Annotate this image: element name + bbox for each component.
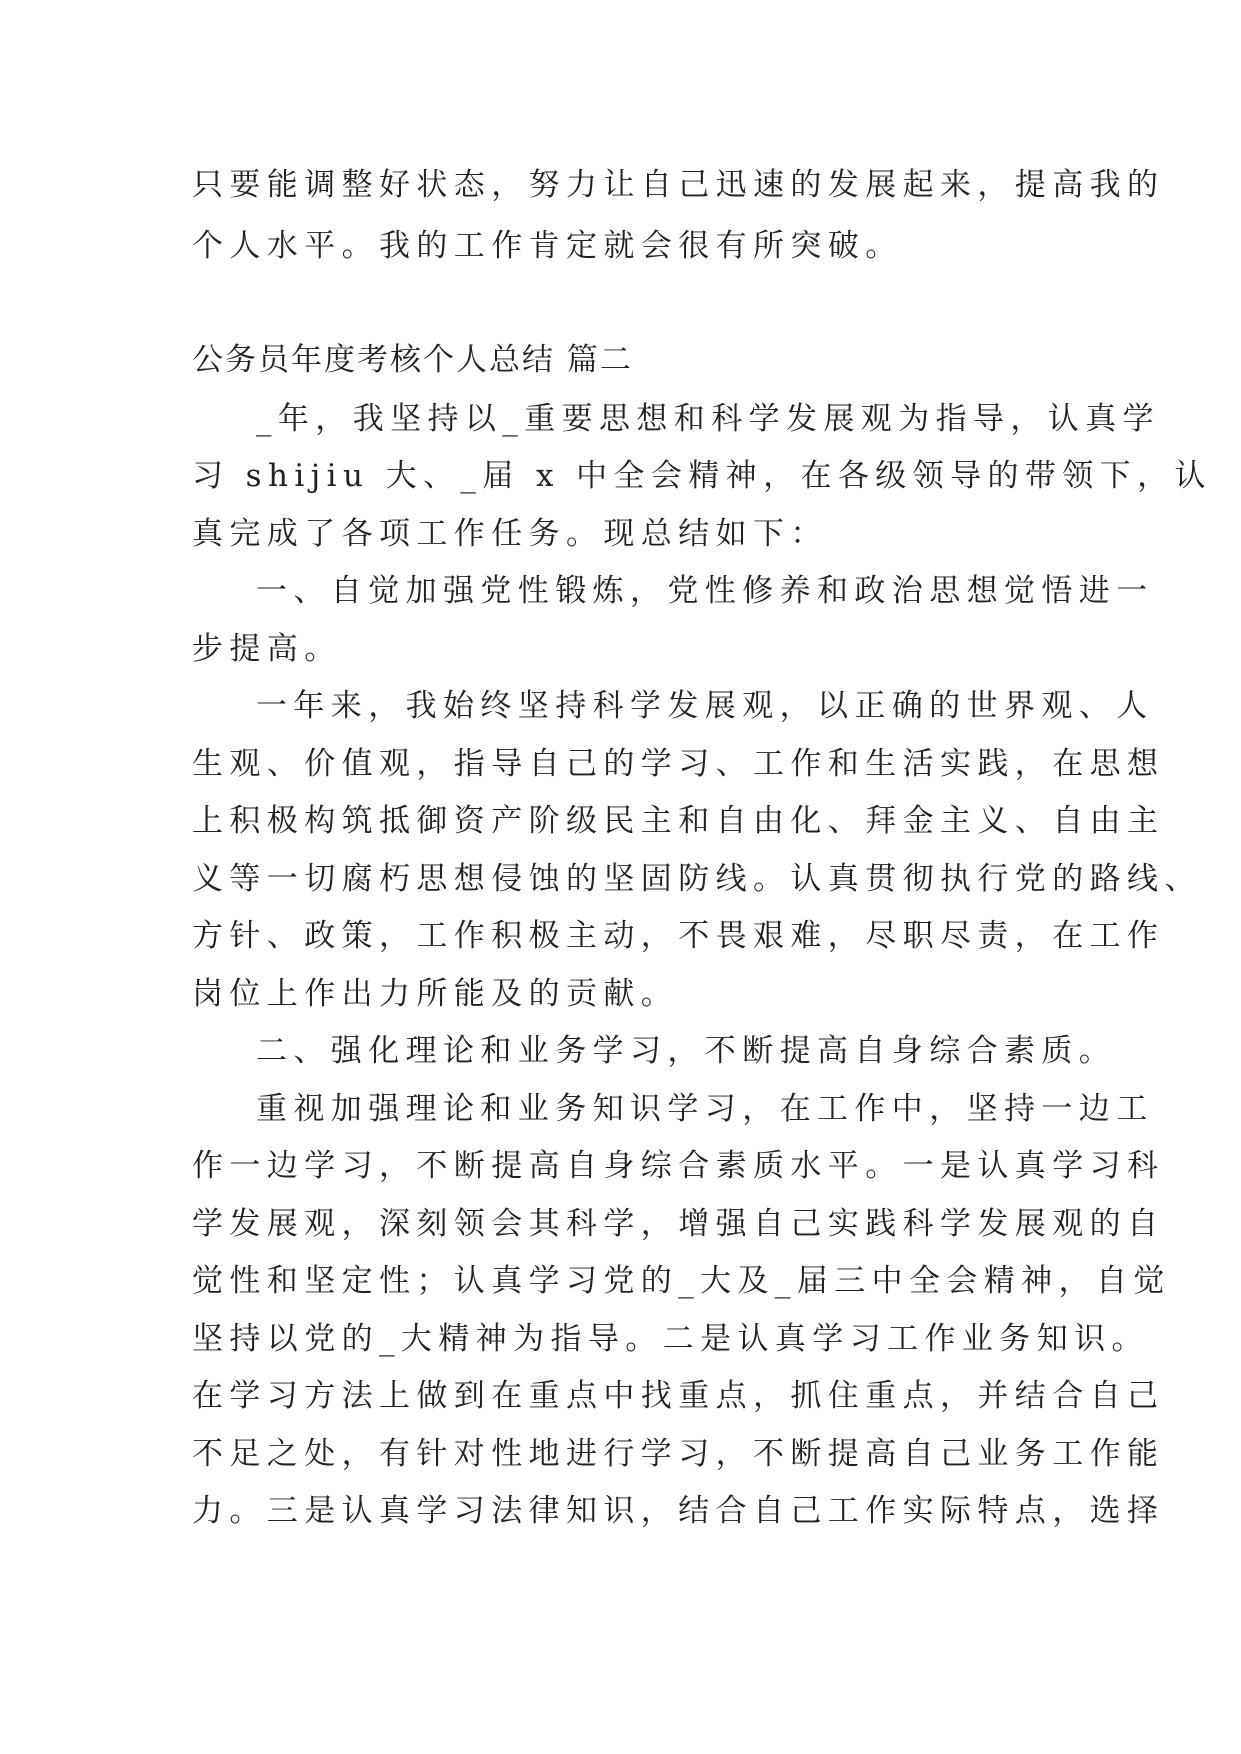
paragraph-line: 一年来，我始终坚持科学发展观，以正确的世界观、人	[256, 688, 1154, 724]
intro-line: 只要能调整好状态，努力让自己迅速的发展起来，提高我的	[192, 167, 1165, 203]
paragraph-line: 习 shijiu 大、_届 x 中全会精神，在各级领导的带领下，认	[192, 458, 1212, 494]
section-title: 公务员年度考核个人总结 篇二	[192, 342, 633, 378]
paragraph-line: 不足之处，有针对性地进行学习，不断提高自己业务工作能	[192, 1436, 1165, 1472]
paragraph-line: _年，我坚持以_重要思想和科学发展观为指导，认真学	[256, 401, 1160, 437]
paragraph-line: 真完成了各项工作任务。现总结如下：	[192, 516, 828, 552]
paragraph-line: 力。三是认真学习法律知识，结合自己工作实际特点，选择	[192, 1493, 1165, 1529]
heading-line: 一、自觉加强党性锻炼，党性修养和政治思想觉悟进一	[256, 573, 1154, 609]
paragraph-line: 在学习方法上做到在重点中找重点，抓住重点，并结合自己	[192, 1378, 1165, 1414]
paragraph-line: 觉性和坚定性；认真学习党的_大及_届三中全会精神，自觉	[192, 1263, 1171, 1299]
paragraph-line: 方针、政策，工作积极主动，不畏艰难，尽职尽责，在工作	[192, 918, 1165, 954]
paragraph-line: 生观、价值观，指导自己的学习、工作和生活实践，在思想	[192, 746, 1165, 782]
paragraph-line: 重视加强理论和业务知识学习，在工作中，坚持一边工	[256, 1091, 1154, 1127]
paragraph-line: 义等一切腐朽思想侵蚀的坚固防线。认真贯彻执行党的路线、	[192, 861, 1202, 897]
paragraph-line: 作一边学习，不断提高自身综合素质水平。一是认真学习科	[192, 1148, 1165, 1184]
heading-line: 二、强化理论和业务学习，不断提高自身综合素质。	[256, 1033, 1117, 1069]
paragraph-line: 坚持以党的_大精神为指导。二是认真学习工作业务知识。	[192, 1321, 1149, 1357]
heading-line: 步提高。	[192, 631, 342, 667]
intro-line: 个人水平。我的工作肯定就会很有所突破。	[192, 228, 903, 264]
paragraph-line: 上积极构筑抵御资产阶级民主和自由化、拜金主义、自由主	[192, 803, 1165, 839]
paragraph-line: 学发展观，深刻领会其科学，增强自己实践科学发展观的自	[192, 1206, 1165, 1242]
paragraph-line: 岗位上作出力所能及的贡献。	[192, 976, 679, 1012]
